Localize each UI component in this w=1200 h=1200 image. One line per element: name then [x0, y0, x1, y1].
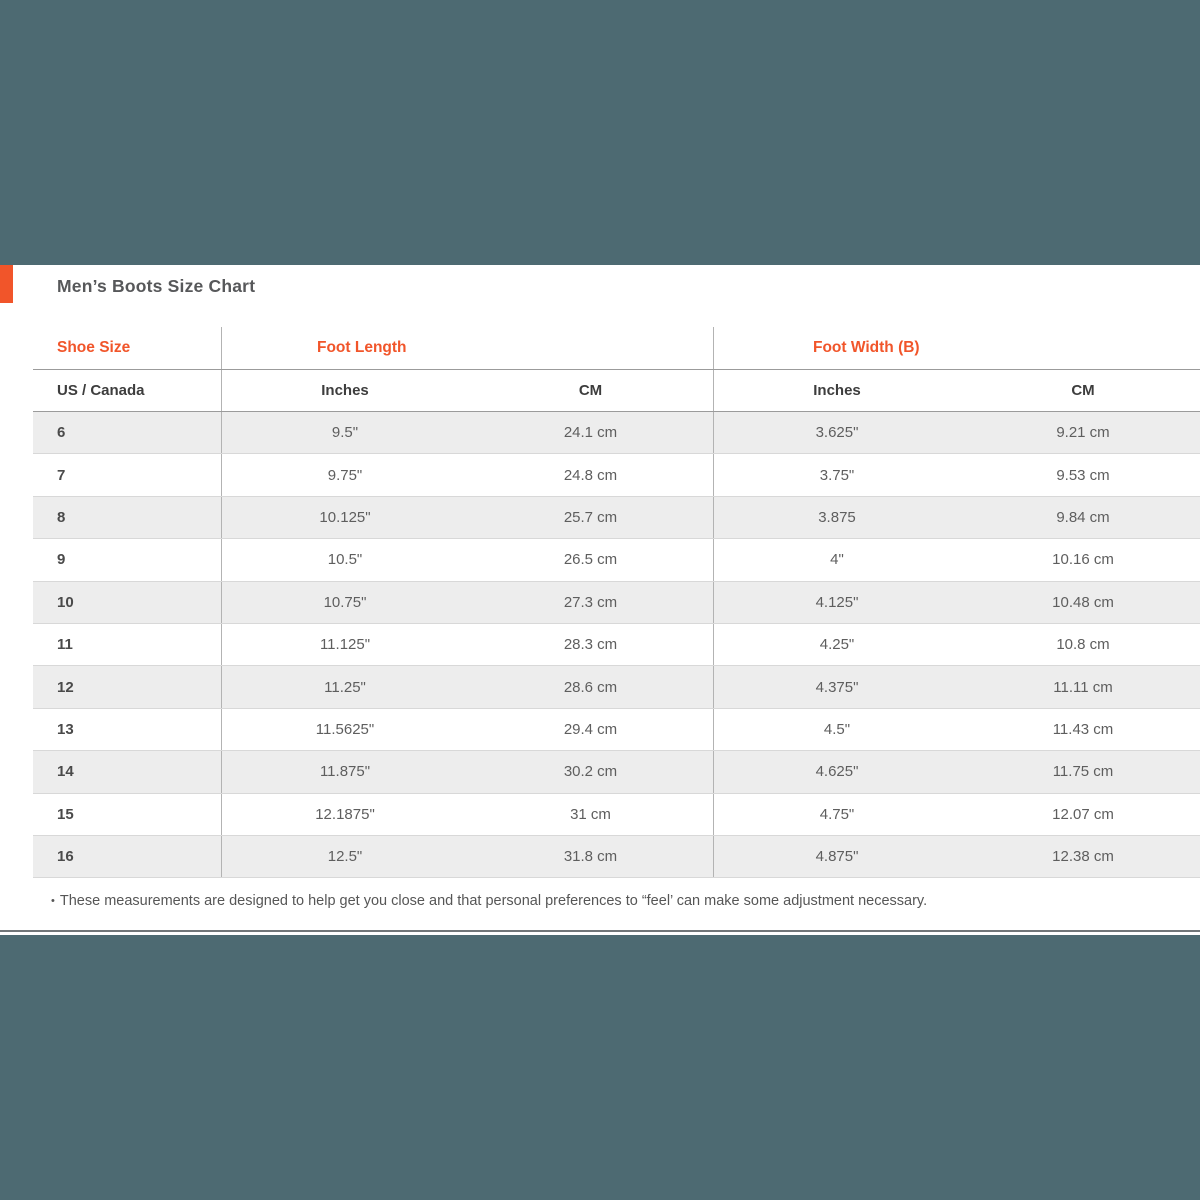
cell-width-cm: 9.84 cm — [1056, 508, 1110, 526]
cell-width-inches: 4.125" — [815, 593, 859, 611]
table-section-header-row — [33, 327, 1200, 370]
table-row — [33, 539, 1200, 581]
table-row — [33, 709, 1200, 751]
cell-length-inches: 11.875" — [319, 763, 371, 781]
cell-length-inches: 10.125" — [319, 508, 371, 526]
table-row — [33, 624, 1200, 666]
cell-size: 7 — [33, 454, 222, 495]
cell-width-inches: 4.625" — [815, 763, 859, 781]
table-row — [33, 836, 1200, 878]
cell-width-cm: 9.53 cm — [1056, 466, 1110, 484]
cell-width-cm: 9.21 cm — [1056, 424, 1110, 442]
cell-size: 16 — [33, 836, 222, 877]
size-table — [33, 327, 1200, 878]
table-row — [33, 454, 1200, 496]
cell-length-inches: 11.5625" — [315, 720, 375, 738]
cell-length-inches: 11.125" — [319, 636, 371, 654]
cell-length-inches: 10.5" — [327, 551, 363, 569]
cell-size: 9 — [33, 539, 222, 580]
cell-size: 8 — [33, 497, 222, 538]
table-row — [33, 666, 1200, 708]
subheader-length-inches: Inches — [321, 382, 369, 399]
cell-width-cm: 12.07 cm — [1052, 805, 1114, 823]
cell-width-cm: 11.11 cm — [1053, 678, 1113, 696]
cell-size: 10 — [33, 582, 222, 623]
cell-length-cm: 30.2 cm — [468, 751, 714, 792]
section-header-foot-length: Foot Length — [222, 327, 714, 369]
subheader-length-cm: CM — [468, 370, 714, 411]
footnote-bullet: • — [51, 895, 55, 907]
cell-width-cm: 10.48 cm — [1052, 593, 1114, 611]
subheader-width-inches: Inches — [813, 382, 861, 399]
cell-length-cm: 27.3 cm — [468, 582, 714, 623]
cell-length-cm: 24.8 cm — [468, 454, 714, 495]
cell-width-inches: 4.25" — [819, 636, 855, 654]
cell-size: 13 — [33, 709, 222, 750]
cell-size: 6 — [33, 412, 222, 453]
section-header-foot-width: Foot Width (B) — [813, 339, 920, 356]
cell-width-inches: 3.625" — [815, 424, 859, 442]
cell-length-cm: 31.8 cm — [468, 836, 714, 877]
cell-length-cm: 28.3 cm — [468, 624, 714, 665]
cell-length-inches: 12.5" — [327, 848, 363, 866]
table-row — [33, 794, 1200, 836]
cell-width-cm: 11.43 cm — [1052, 720, 1114, 738]
cell-length-cm: 25.7 cm — [468, 497, 714, 538]
cell-width-cm: 11.75 cm — [1052, 763, 1114, 781]
cell-width-inches: 4.375" — [815, 678, 859, 696]
page-title: Men’s Boots Size Chart — [57, 276, 256, 296]
cell-length-inches: 10.75" — [323, 593, 367, 611]
cell-width-inches: 4.875" — [815, 848, 859, 866]
subheader-us-canada: US / Canada — [33, 370, 222, 411]
cell-length-cm: 29.4 cm — [468, 709, 714, 750]
cell-width-inches: 4.75" — [819, 805, 855, 823]
table-row — [33, 412, 1200, 454]
cell-size: 14 — [33, 751, 222, 792]
section-header-shoe-size: Shoe Size — [33, 327, 222, 369]
cell-width-inches: 3.875 — [818, 508, 856, 526]
cell-width-cm: 10.16 cm — [1052, 551, 1114, 569]
cell-width-inches: 3.75" — [819, 466, 855, 484]
bottom-divider — [0, 930, 1200, 932]
table-row — [33, 497, 1200, 539]
table-row — [33, 582, 1200, 624]
cell-length-inches: 9.75" — [327, 466, 363, 484]
table-row — [33, 751, 1200, 793]
cell-size: 15 — [33, 794, 222, 835]
cell-width-inches: 4" — [830, 551, 844, 569]
cell-length-cm: 24.1 cm — [468, 412, 714, 453]
cell-length-cm: 31 cm — [468, 794, 714, 835]
cell-size: 11 — [33, 624, 222, 665]
subheader-width-cm: CM — [1071, 382, 1095, 399]
cell-length-inches: 11.25" — [324, 678, 366, 696]
size-chart-card — [0, 265, 1200, 935]
cell-width-cm: 10.8 cm — [1056, 636, 1110, 654]
cell-length-inches: 9.5" — [331, 424, 359, 442]
cell-length-cm: 26.5 cm — [468, 539, 714, 580]
table-subheader-row — [33, 370, 1200, 412]
cell-length-cm: 28.6 cm — [468, 666, 714, 707]
cell-size: 12 — [33, 666, 222, 707]
cell-length-inches: 12.1875" — [315, 805, 375, 823]
footnote — [51, 893, 927, 909]
accent-bar — [0, 265, 13, 303]
footnote-text: These measurements are designed to help get you close and that personal preferences to “feel’ can make some adjustment necessary. — [59, 893, 928, 909]
cell-width-cm: 12.38 cm — [1052, 848, 1114, 866]
cell-width-inches: 4.5" — [823, 720, 851, 738]
